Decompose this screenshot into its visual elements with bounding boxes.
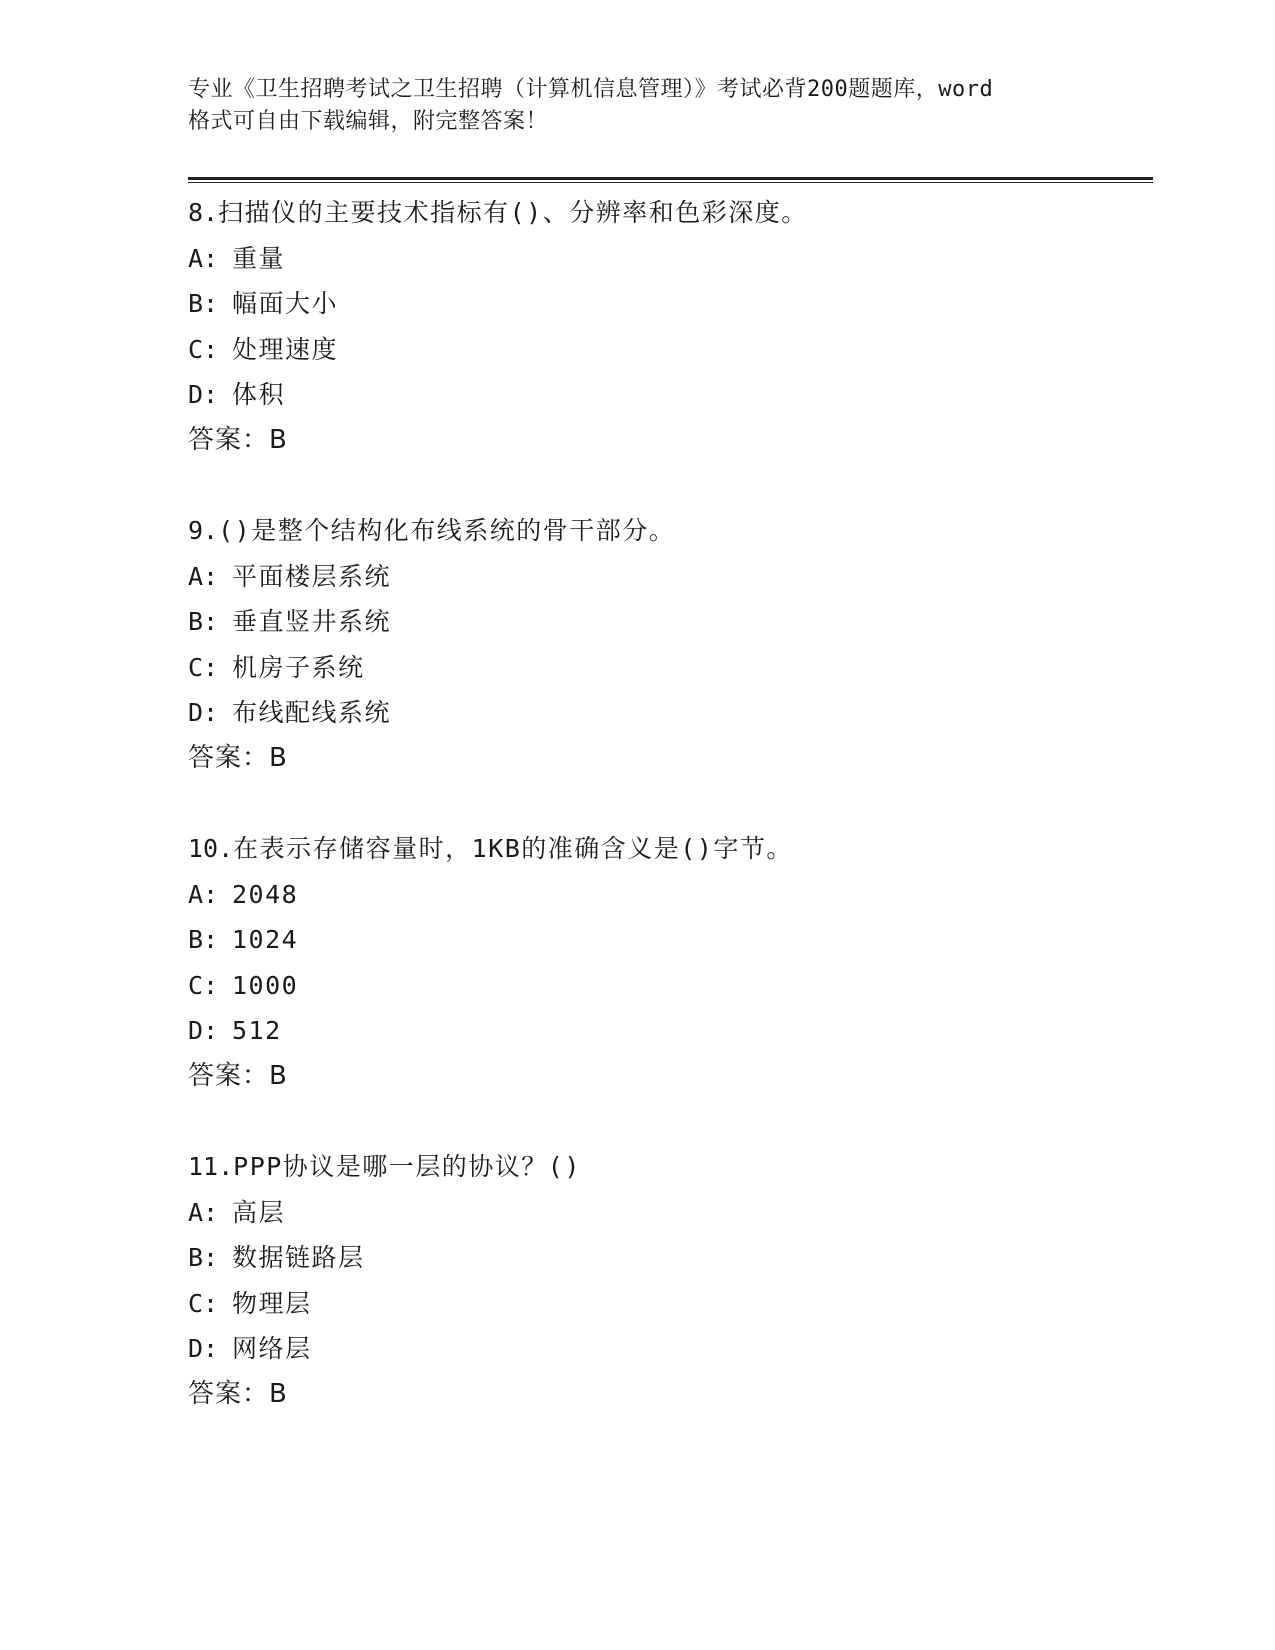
- option-d: [188, 372, 1153, 418]
- option-key: D:: [188, 1016, 219, 1045]
- option-key: A:: [188, 1197, 219, 1227]
- option-text: 平面楼层系统: [232, 561, 392, 591]
- option-key: D:: [188, 380, 219, 409]
- option-key: B:: [188, 925, 219, 954]
- option-key: C:: [188, 334, 219, 364]
- option-key: A:: [188, 879, 219, 909]
- answer-line: 答案：B: [188, 1378, 288, 1409]
- option-d: [188, 690, 1153, 736]
- option-text: 布线配线系统: [232, 698, 392, 727]
- answer-line: 答案：B: [188, 424, 288, 455]
- question-stem: [188, 508, 1153, 554]
- option-key: C:: [188, 970, 219, 1000]
- option-text: 处理速度: [232, 334, 339, 364]
- option-text: 1024: [232, 925, 299, 954]
- option-key: C:: [188, 652, 219, 682]
- option-text: 512: [232, 1016, 282, 1045]
- option-a: [188, 236, 1153, 282]
- header-line-2: 格式可自由下载编辑，附完整答案！: [188, 109, 549, 134]
- option-text: 幅面大小: [232, 289, 339, 318]
- question-stem: [188, 190, 1153, 236]
- option-key: A:: [188, 243, 219, 273]
- option-text: 高层: [232, 1197, 286, 1227]
- option-a: [188, 554, 1153, 600]
- option-c: [188, 1281, 1153, 1327]
- option-d: [188, 1326, 1153, 1372]
- option-text: 垂直竖井系统: [232, 607, 392, 636]
- option-b: [188, 281, 1153, 327]
- question-stem: [188, 826, 1153, 872]
- question-block: [188, 190, 1153, 508]
- option-text: 机房子系统: [232, 652, 365, 682]
- answer-line: 答案：B: [188, 1060, 288, 1091]
- option-c: [188, 327, 1153, 373]
- option-text: 体积: [232, 380, 286, 409]
- answer-line: 答案：B: [188, 742, 288, 773]
- option-key: D:: [188, 698, 219, 727]
- option-key: A:: [188, 561, 219, 591]
- option-c: [188, 645, 1153, 691]
- option-key: D:: [188, 1334, 219, 1363]
- option-key: B:: [188, 1243, 219, 1272]
- question-number: 11.: [188, 1152, 234, 1181]
- option-b: [188, 1235, 1153, 1281]
- question-list: [188, 190, 1153, 1462]
- option-c: [188, 963, 1153, 1009]
- option-key: B:: [188, 289, 219, 318]
- header-line-1: 专业《卫生招聘考试之卫生招聘（计算机信息管理）》考试必背200题题库，word: [188, 77, 994, 102]
- header-rule-thick: [188, 177, 1153, 180]
- option-text: 物理层: [232, 1288, 312, 1318]
- option-key: B:: [188, 607, 219, 636]
- question-stem: [188, 1144, 1153, 1190]
- option-text: 2048: [232, 879, 299, 909]
- option-key: C:: [188, 1288, 219, 1318]
- question-number: 10.: [188, 834, 234, 863]
- option-a: [188, 1190, 1153, 1236]
- question-text: PPP协议是哪一层的协议？(): [233, 1152, 581, 1181]
- option-text: 重量: [232, 243, 286, 273]
- document-header: [188, 74, 1088, 138]
- question-block: [188, 1144, 1153, 1462]
- option-d: [188, 1008, 1153, 1054]
- question-number: 9.: [188, 516, 219, 545]
- question-block: [188, 508, 1153, 826]
- option-text: 数据链路层: [232, 1243, 365, 1272]
- option-b: [188, 917, 1153, 963]
- question-number: 8.: [188, 198, 219, 227]
- header-rule-thin: [188, 182, 1153, 183]
- option-text: 网络层: [232, 1334, 312, 1363]
- question-text: 扫描仪的主要技术指标有()、分辨率和色彩深度。: [218, 198, 808, 227]
- question-text: 在表示存储容量时，1KB的准确含义是()字节。: [233, 834, 793, 863]
- question-block: [188, 826, 1153, 1144]
- document-page: [188, 0, 1153, 1650]
- question-text: ()是整个结构化布线系统的骨干部分。: [218, 516, 676, 545]
- option-b: [188, 599, 1153, 645]
- option-text: 1000: [232, 970, 299, 1000]
- option-a: [188, 872, 1153, 918]
